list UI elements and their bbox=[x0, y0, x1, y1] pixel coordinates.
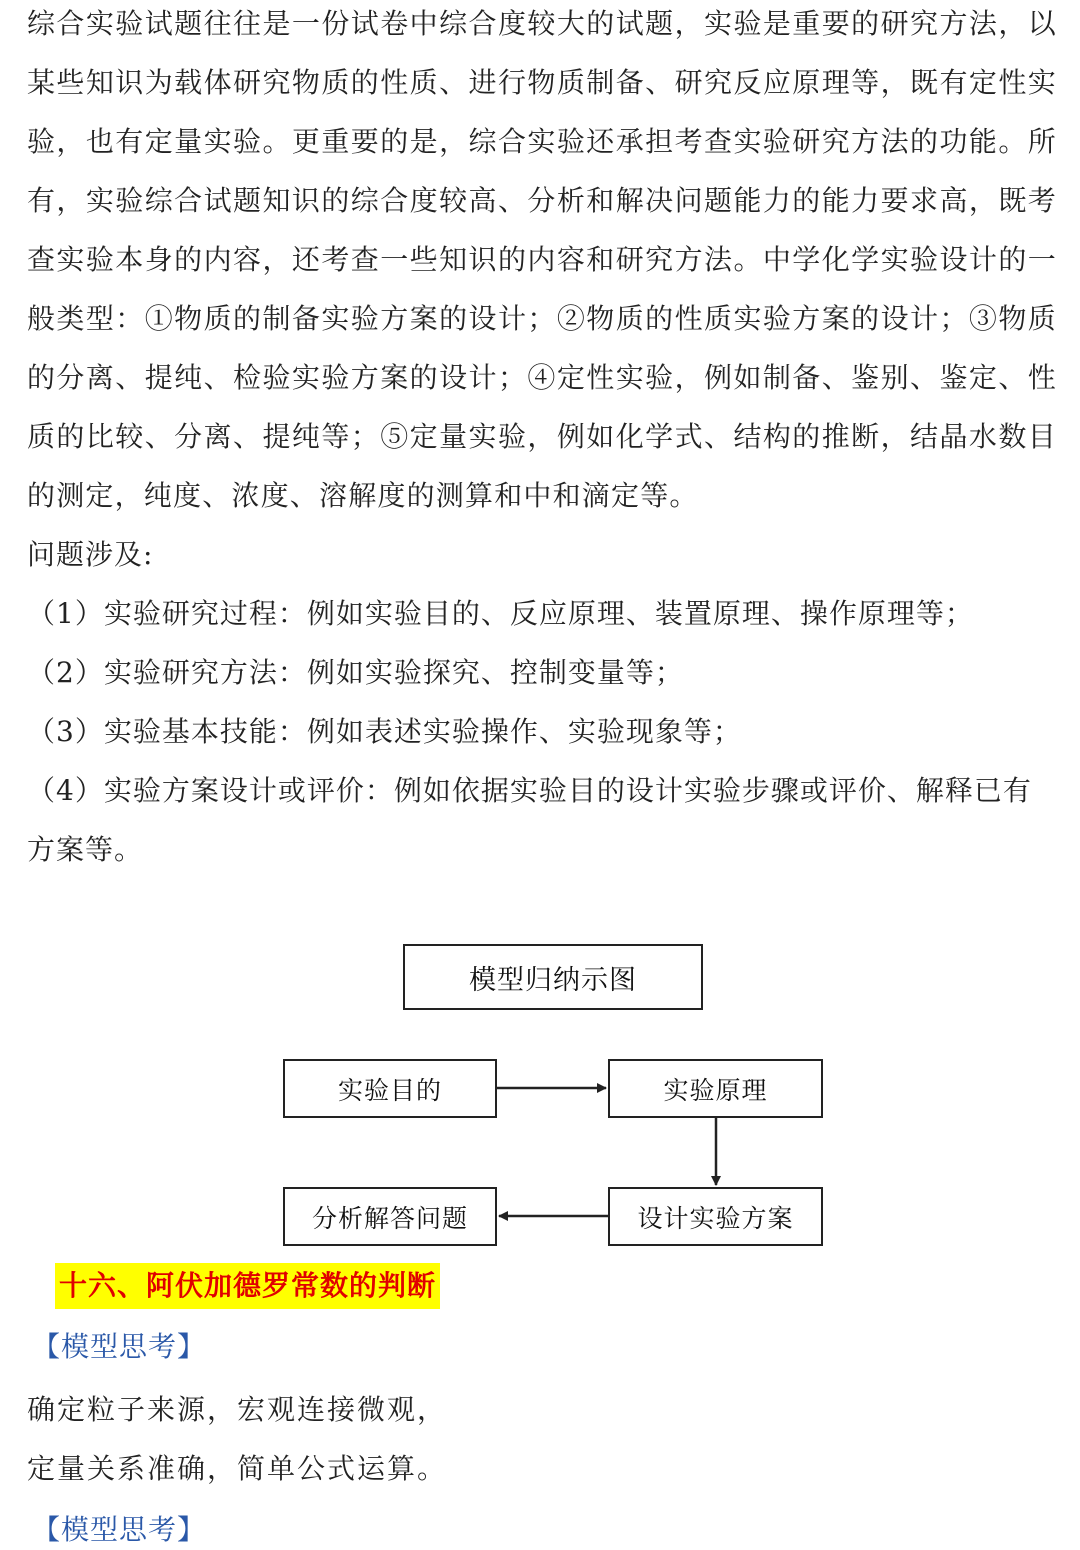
node-experiment-principle: 实验原理 bbox=[608, 1059, 823, 1118]
node-design-plan: 设计实验方案 bbox=[608, 1187, 823, 1246]
issues-heading: 问题涉及: bbox=[27, 538, 154, 571]
document-body bbox=[27, 0, 1057, 879]
node-analyze-answer: 分析解答问题 bbox=[283, 1187, 497, 1246]
intro-paragraph: 综合实验试题往往是一份试卷中综合度较大的试题，实验是重要的研究方法，以某些知识为载体研究物质的性质、进行物质制备、研究反应原理等，既有定性实验，也有定量实验。更重要的是，综合实验还承担考查实验研究方法的功能。所有，实验综合试题知识的综合度较高、分析和解决问题能力的能力要求高，既考查实验本身的内容，还考查一些知识的内容和研究方法。中学化学实验设计的一般类型：①物质的制备实验方案的设计；②物质的性质实验方案的设计；③物质的分离、提纯、检验实验方案的设计；④定性实验，例如制备、鉴别、鉴定、性质的比较、分离、提纯等；⑤定量实验，例如化学式、结构的推断，结晶水数目的测定，纯度、浓度、溶解度的测算和中和滴定等。 bbox=[27, 7, 1057, 512]
node-experiment-purpose: 实验目的 bbox=[283, 1059, 497, 1118]
section-heading-avogadro: 十六、阿伏加德罗常数的判断 bbox=[55, 1263, 440, 1309]
issue-item-3: （3）实验基本技能：例如表述实验操作、实验现象等； bbox=[27, 715, 742, 748]
model-thinking-label-2: 【模型思考】 bbox=[32, 1513, 207, 1546]
issue-item-4: （4）实验方案设计或评价：例如依据实验目的设计实验步骤或评价、解释已有方案等。 bbox=[27, 774, 1032, 866]
issue-item-1: （1）实验研究过程：例如实验目的、反应原理、装置原理、操作原理等； bbox=[27, 597, 974, 630]
issue-item-2: （2）实验研究方法：例如实验探究、控制变量等； bbox=[27, 656, 684, 689]
diagram-title-box: 模型归纳示图 bbox=[403, 944, 703, 1010]
rhyme-line-1: 确定粒子来源，宏观连接微观， bbox=[27, 1393, 448, 1426]
rhyme-line-2: 定量关系准确，简单公式运算。 bbox=[27, 1452, 448, 1485]
model-thinking-label-1: 【模型思考】 bbox=[32, 1330, 207, 1363]
